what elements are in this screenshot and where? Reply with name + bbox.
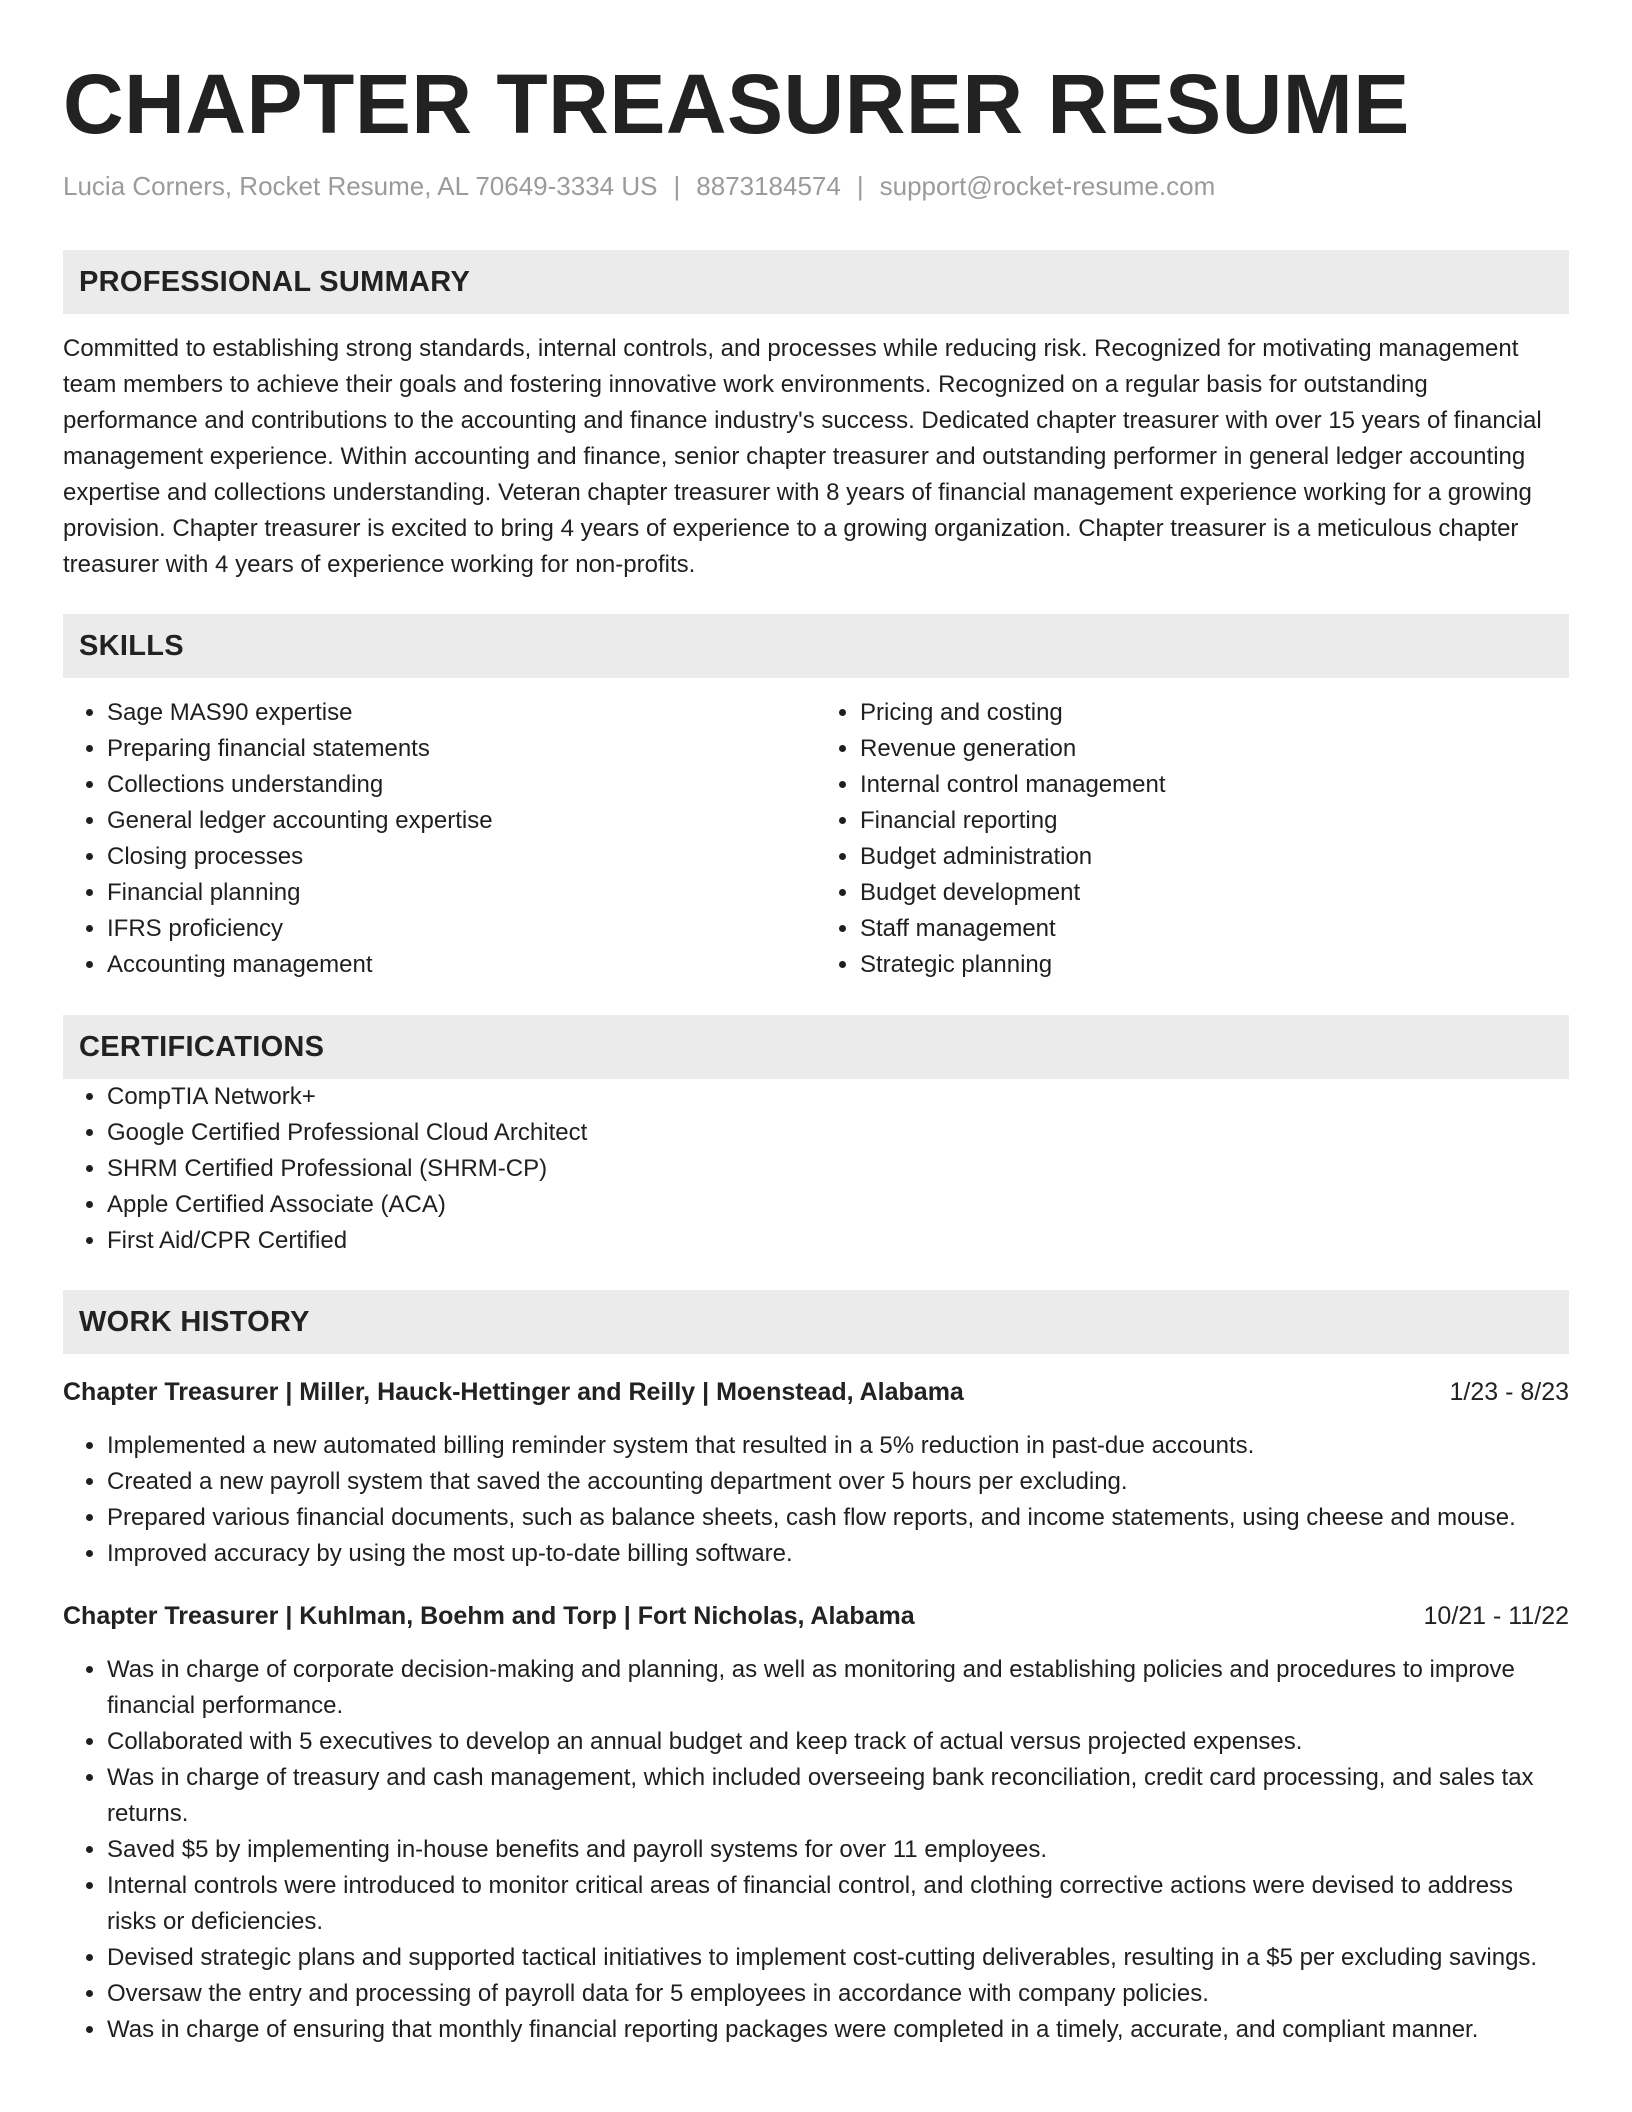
skill-item: • Internal control management bbox=[860, 767, 1569, 803]
skill-item: • Accounting management bbox=[107, 947, 816, 983]
job-bullet: • Was in charge of ensuring that monthly financial reporting packages were completed in a timely, accurate, and compliant manner. bbox=[107, 2012, 1569, 2048]
work-history-section bbox=[63, 1290, 1569, 2048]
job-entry bbox=[63, 1598, 1569, 2048]
job-header bbox=[63, 1374, 1569, 1410]
skills-list-right bbox=[816, 695, 1569, 983]
section-heading: WORK HISTORY bbox=[63, 1290, 1569, 1354]
job-bullet: • Devised strategic plans and supported tactical initiatives to implement cost-cutting deliverables, resulting in a $5 per excluding savings. bbox=[107, 1940, 1569, 1976]
skill-item: • Financial planning bbox=[107, 875, 816, 911]
job-bullet: • Implemented a new automated billing reminder system that resulted in a 5% reduction in past-due accounts. bbox=[107, 1428, 1569, 1464]
certifications-list bbox=[63, 1079, 1569, 1259]
job-bullet: • Was in charge of corporate decision-making and planning, as well as monitoring and establishing policies and procedures to improve financial performance. bbox=[107, 1652, 1569, 1724]
skill-item: • Revenue generation bbox=[860, 731, 1569, 767]
professional-summary-section bbox=[63, 250, 1569, 583]
job-bullet: • Prepared various financial documents, such as balance sheets, cash flow reports, and income statements, using cheese and mouse. bbox=[107, 1500, 1569, 1536]
skill-item: • Closing processes bbox=[107, 839, 816, 875]
job-title: Chapter Treasurer | Kuhlman, Boehm and Torp | Fort Nicholas, Alabama bbox=[63, 1602, 915, 1630]
certification-item: • CompTIA Network+ bbox=[107, 1079, 1569, 1115]
summary-text: Committed to establishing strong standards, internal controls, and processes while reducing risk. Recognized for motivating management team members to achieve their goals and fostering innovative work environments. Recognized on a regular basis for outstanding performance and contributions to the accounting and finance industry's success. Dedicated chapter treasurer with over 15 years of financial management experience. Within accounting and finance, senior chapter treasurer and outstanding performer in general ledger accounting expertise and collections understanding. Veteran chapter treasurer with 8 years of financial management experience working for a growing provision. Chapter treasurer is excited to bring 4 years of experience to a growing organization. Chapter treasurer is a meticulous chapter treasurer with 4 years of experience working for non-profits. bbox=[63, 335, 1542, 578]
contact-phone: 8873184574 bbox=[696, 171, 841, 201]
contact-separator: | bbox=[673, 171, 681, 201]
skills-list-left bbox=[63, 695, 816, 983]
section-heading: PROFESSIONAL SUMMARY bbox=[63, 250, 1569, 314]
resume-title: CHAPTER TREASURER RESUME bbox=[63, 57, 1410, 151]
skill-item: • Collections understanding bbox=[107, 767, 816, 803]
contact-address: Lucia Corners, Rocket Resume, AL 70649-3334 US bbox=[63, 171, 658, 201]
certification-item: • SHRM Certified Professional (SHRM-CP) bbox=[107, 1151, 1569, 1187]
contact-line bbox=[63, 168, 1569, 204]
job-bullet: • Internal controls were introduced to monitor critical areas of financial control, and clothing corrective actions were devised to address risks or deficiencies. bbox=[107, 1868, 1569, 1940]
skill-item: • Financial reporting bbox=[860, 803, 1569, 839]
section-heading: SKILLS bbox=[63, 614, 1569, 678]
skill-item: • Pricing and costing bbox=[860, 695, 1569, 731]
job-bullet: • Saved $5 by implementing in-house benefits and payroll systems for over 11 employees. bbox=[107, 1832, 1569, 1868]
certification-item: • First Aid/CPR Certified bbox=[107, 1223, 1569, 1259]
job-header bbox=[63, 1598, 1569, 1634]
contact-email: support@rocket-resume.com bbox=[879, 171, 1216, 201]
job-bullets bbox=[63, 1428, 1569, 1572]
job-bullet: • Created a new payroll system that saved the accounting department over 5 hours per excluding. bbox=[107, 1464, 1569, 1500]
skill-item: • Sage MAS90 expertise bbox=[107, 695, 816, 731]
job-entry bbox=[63, 1374, 1569, 1572]
section-heading: CERTIFICATIONS bbox=[63, 1015, 1569, 1079]
job-dates: 10/21 - 11/22 bbox=[1423, 1602, 1569, 1630]
skill-item: • General ledger accounting expertise bbox=[107, 803, 816, 839]
certifications-section bbox=[63, 1015, 1569, 1259]
skills-section bbox=[63, 614, 1569, 983]
job-dates: 1/23 - 8/23 bbox=[1449, 1378, 1569, 1406]
contact-separator: | bbox=[856, 171, 864, 201]
job-bullet: • Collaborated with 5 executives to develop an annual budget and keep track of actual versus projected expenses. bbox=[107, 1724, 1569, 1760]
certification-item: • Google Certified Professional Cloud Architect bbox=[107, 1115, 1569, 1151]
job-title: Chapter Treasurer | Miller, Hauck-Hettinger and Reilly | Moenstead, Alabama bbox=[63, 1378, 964, 1406]
job-bullet: • Was in charge of treasury and cash management, which included overseeing bank reconciliation, credit card processing, and sales tax returns. bbox=[107, 1760, 1569, 1832]
job-bullet: • Improved accuracy by using the most up-to-date billing software. bbox=[107, 1536, 1569, 1572]
skill-item: • Preparing financial statements bbox=[107, 731, 816, 767]
skill-item: • Strategic planning bbox=[860, 947, 1569, 983]
job-bullet: • Oversaw the entry and processing of payroll data for 5 employees in accordance with company policies. bbox=[107, 1976, 1569, 2012]
job-bullets bbox=[63, 1652, 1569, 2048]
skill-item: • Staff management bbox=[860, 911, 1569, 947]
certification-item: • Apple Certified Associate (ACA) bbox=[107, 1187, 1569, 1223]
skill-item: • Budget development bbox=[860, 875, 1569, 911]
skill-item: • Budget administration bbox=[860, 839, 1569, 875]
skill-item: • IFRS proficiency bbox=[107, 911, 816, 947]
skills-grid bbox=[63, 695, 1569, 983]
